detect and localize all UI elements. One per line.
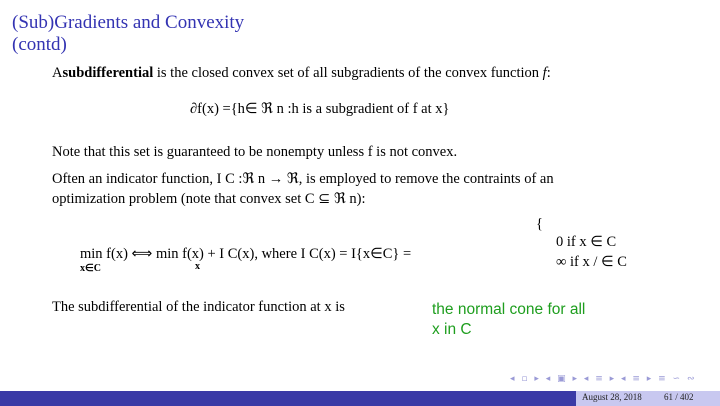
subdifferential-equation: ∂f(x) ={h∈ ℜ n :h is a subgradient of f at x} bbox=[190, 101, 450, 117]
indicator-equation: min f(x) ⟺ min f(x) + I C(x), where I C(x) = I{x∈C} = bbox=[80, 246, 412, 262]
min-subscript-1: x∈C bbox=[80, 263, 101, 274]
case-in-set: 0 if x ∈ C bbox=[556, 234, 617, 250]
indicator-function-text: Often an indicator function, I C :ℜ n → ℜ, is employed to remove the contraints of an bbox=[52, 171, 554, 187]
footer-page-number: 61 / 402 bbox=[664, 392, 694, 402]
subdifferential-definition: Asubdifferential is the closed convex set of all subgradients of the convex function f: bbox=[52, 65, 551, 81]
slide-title: (Sub)Gradients and Convexity (contd) bbox=[12, 12, 245, 55]
case-not-in-set: ∞ if x / ∈ C bbox=[556, 254, 627, 270]
cases-brace: { bbox=[536, 216, 543, 232]
nonempty-note: Note that this set is guaranteed to be nonempty unless f is not convex. bbox=[52, 144, 458, 160]
footer-date: August 28, 2018 bbox=[582, 392, 642, 402]
normal-cone-annotation: the normal cone for all x in C bbox=[432, 301, 586, 338]
optimization-problem-text: optimization problem (note that convex set C ⊆ ℜ n): bbox=[52, 191, 366, 207]
indicator-subdifferential-text: The subdifferential of the indicator function at x is bbox=[52, 299, 345, 315]
beamer-navigation-icons[interactable]: ◂ ▫ ▸ ◂ ▣ ▸ ◂ ≡ ▸ ◂ ≡ ▸ ≡ ∽ ∾ bbox=[510, 374, 697, 384]
min-subscript-2: x bbox=[195, 261, 200, 272]
